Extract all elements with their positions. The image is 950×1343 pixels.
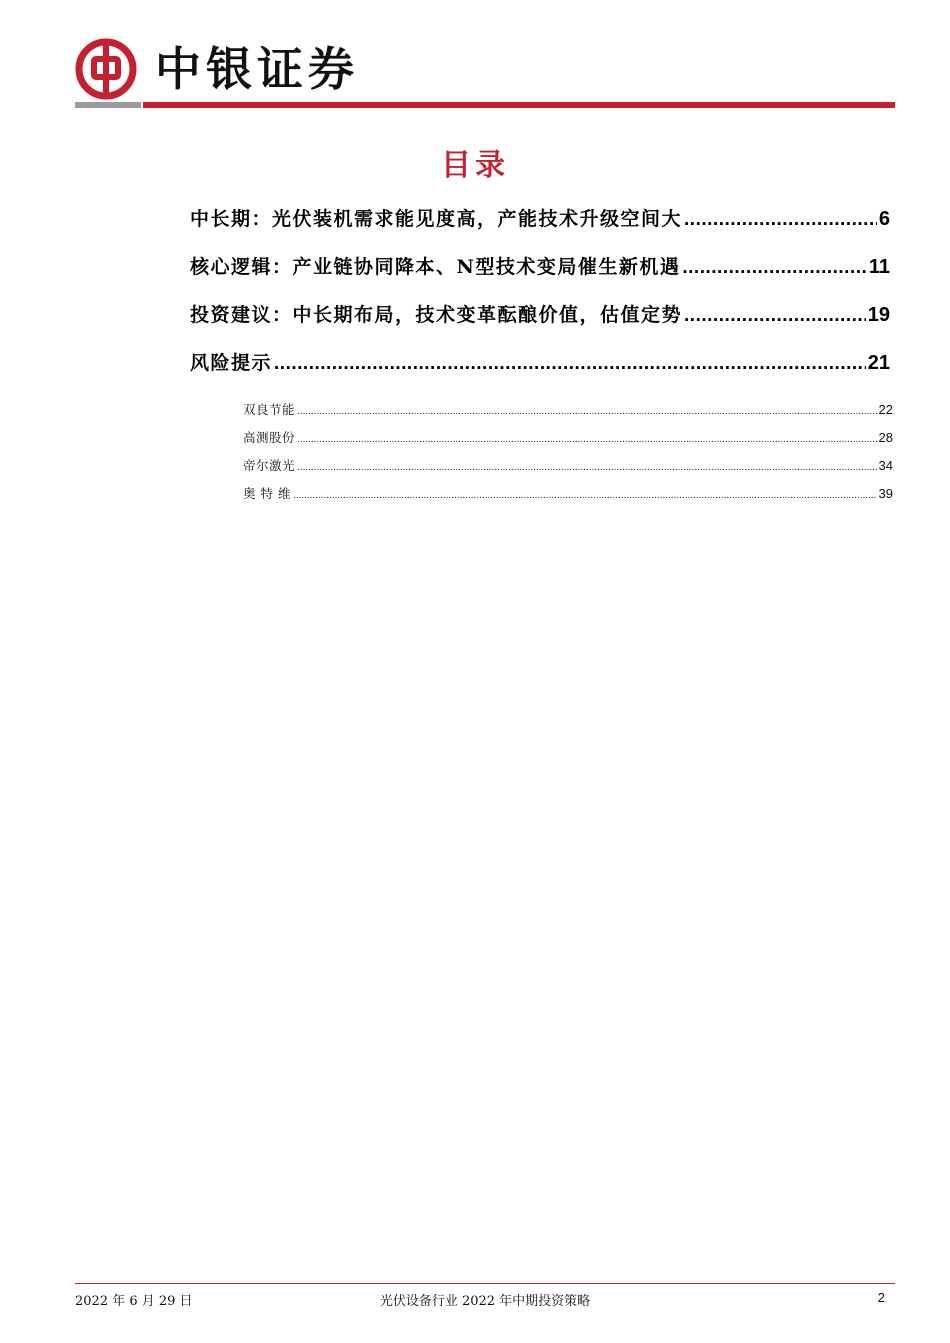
- toc-sub-entry-page: 28: [878, 430, 893, 445]
- toc-sub-entry-page: 34: [878, 458, 893, 473]
- toc-dot-leader: [297, 406, 877, 417]
- footer-rule: [75, 1283, 895, 1284]
- footer-date: 2022 年 6 月 29 日: [75, 1294, 193, 1309]
- toc-entry-page: 11: [868, 256, 890, 278]
- toc-sub-entry-shuangliang[interactable]: [243, 400, 893, 428]
- toc-sub-entry-text: 帝尔激光: [243, 458, 296, 473]
- toc-sub-entry-gaoce[interactable]: [243, 428, 893, 456]
- toc-sub-entry-aotewei[interactable]: [243, 484, 893, 512]
- toc-sub-entry-dier-laser[interactable]: [243, 456, 893, 484]
- toc-title: 目录: [441, 148, 509, 183]
- toc-sub-entry-page: 39: [878, 486, 893, 501]
- page-header: [75, 38, 895, 110]
- toc-sub-list: [243, 400, 893, 512]
- toc-entry-investment-advice[interactable]: [190, 300, 890, 348]
- brand-name: 中银证券: [155, 42, 359, 96]
- toc-entry-long-term-demand[interactable]: [190, 204, 890, 252]
- footer-report-title: 光伏设备行业 2022 年中期投资策略: [379, 1294, 591, 1309]
- toc-sub-entry-text: 奥 特 维: [243, 486, 291, 501]
- toc-sub-entry-page: 22: [878, 402, 893, 417]
- bank-of-china-logo-icon: [75, 38, 137, 100]
- toc-entry-text: 中长期：光伏装机需求能见度高，产能技术升级空间大: [190, 208, 683, 230]
- toc-entry-core-logic[interactable]: [190, 252, 890, 300]
- toc-entry-page: 19: [867, 304, 890, 326]
- toc-dot-leader: [297, 434, 877, 445]
- header-rule-red: [143, 102, 895, 108]
- toc-main-list: [190, 204, 890, 396]
- toc-entry-text: 核心逻辑：产业链协同降本、N型技术变局催生新机遇: [190, 256, 681, 278]
- toc-entry-risk-warning[interactable]: [190, 348, 890, 396]
- footer-page-number: 2: [877, 1290, 885, 1305]
- toc-dot-leader: [684, 305, 866, 327]
- toc-dot-leader: [684, 209, 877, 231]
- toc-entry-page: 21: [867, 352, 890, 374]
- toc-sub-entry-text: 高测股份: [243, 430, 296, 445]
- toc-dot-leader: [297, 462, 877, 473]
- header-rule-gray: [75, 102, 141, 108]
- toc-entry-text: 风险提示: [190, 352, 273, 374]
- toc-sub-entry-text: 双良节能: [243, 402, 296, 417]
- toc-dot-leader: [293, 490, 877, 501]
- toc-dot-leader: [274, 353, 866, 375]
- toc-entry-text: 投资建议：中长期布局，技术变革酝酿价值，估值定势: [190, 304, 683, 326]
- toc-dot-leader: [682, 257, 866, 279]
- toc-entry-page: 6: [878, 208, 890, 230]
